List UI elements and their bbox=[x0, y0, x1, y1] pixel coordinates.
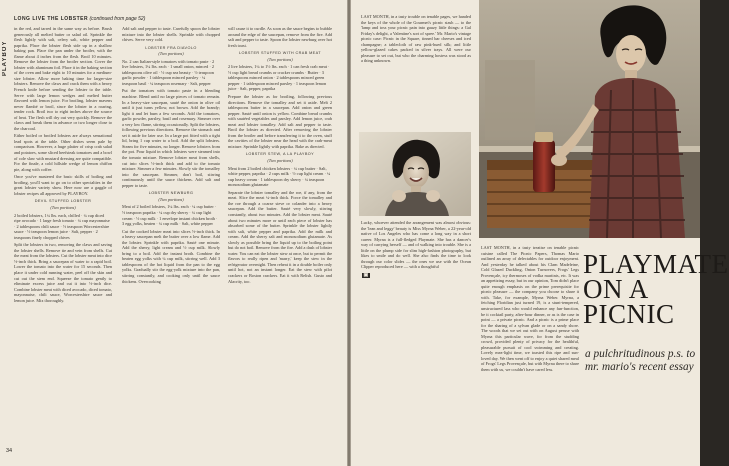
article-header-title: LONG LIVE THE LOBSTER bbox=[14, 16, 89, 22]
paragraph: Cut the cooked lobster meat into slices ½-inch thick. In a heavy saucepan melt the butter over a low flame. Add the lobster. Sprinkle with paprika. Sauté one minute. Add the sherry, light cream and ½ cup milk. Slowly bring to a boil. Add the instant broth. Combine the beaten egg yolks with ¼ cup milk, stirring well. Add 3 tablespoons of the hot liquid from the pan to the egg yolks. Gradually stir the egg-yolk mixture into the pan, stirring constantly, and cooking only until the sauce thickens. Overcooking bbox=[122, 228, 220, 284]
paragraph: in the red, and tarred in the same way as before. Brush generously all melted butter or salad oil. Sprinkle the flesh lightly with salt, celery salt, white pepper and paprika. Place the lobster flesh side up in a shallow baking pan. Place the pan under the broiler, with the flame about 4 inches from the flesh. Broil 10 minutes. Remove the lobster from the broiler section. Cover the lobster with aluminum foil. Place it in the baking section of the oven and bake eight to 10 minutes for a medium-size lobster. Allow more baking time for larger-size lobsters. Remove the claws and crack them with a heavy French knife before sending the lobster to the table. Serve with large lemon wedges and melted butter flavored with lemon juice. For broiling, lobster mavens never flambé or broil, since the lobster in a roaring, tender rock. Broil two to eight inches above the source of heat. The flesh will dry out very quickly. Remove the claws and break them in advance or two longer close to the charcoal. bbox=[14, 26, 112, 131]
page-number: 34 bbox=[6, 448, 13, 454]
right-column-1-top bbox=[361, 14, 471, 129]
paragraph: Separate the lobster tomalley and the roe, if any, from the meat. Slice the meat ¼-inch thick. Force the tomalley and the roe through a coarse sieve or colander into a heavy saucepan. Add the butter. Sauté very slowly, stirring constantly, about two minutes. Add the lobster meat. Sauté about two minutes more or until each piece of lobster has absorbed some of the butter. Sprinkle the lobster lightly with salt, white pepper and paprika. Add the milk and cream. Add the sherry salt and monosodium glutamate. As slowly as possible bring the liquid up to the boiling point but do not boil. Remove from the fire. Add a dash of lobster water. You can eat the lobster stew at once, but to permit the flavors to really ripen and 'marry,' keep the stew in the refrigerator overnight. Then reheat it in a double boiler only until hot, not an instant longer. Eat the stew with pilot crackers or Boston crackers. Eat it with Relish. Gusto and Alacrity, too. bbox=[228, 189, 332, 284]
recipe-servings: (Two portions) bbox=[158, 196, 184, 202]
recipe-servings: (Two portions) bbox=[50, 204, 76, 210]
article-header bbox=[14, 16, 334, 26]
paragraph: Once you've mastered the basic skills of boiling and broiling, you'll want to go on to other specialties in the great lobster variety show. Here now are a gaggle of lobster recipes all approved by PLAYBOY. bbox=[14, 174, 112, 196]
left-column-1 bbox=[14, 26, 112, 442]
left-page bbox=[0, 0, 347, 466]
recipe-servings: (Two portions) bbox=[267, 158, 293, 164]
left-column-3 bbox=[228, 26, 332, 442]
recipe-title: LOBSTER FRA DIAVOLO bbox=[145, 45, 197, 50]
paragraph: Add salt and pepper to taste. Carefully spoon the lobster mixture into the lobster shells. Sprinkle with chopped chives. Serve very cold. bbox=[122, 26, 220, 43]
recipe-servings: (Two portions) bbox=[267, 56, 293, 62]
headline-line-1: PLAYMATE bbox=[583, 249, 729, 279]
paragraph: Lucky, whoever attended the arrangement was almost obvious: the 'lean and leggy' beauty is Miss Myrna Weber, a 22-year-old native of Los Angeles who has come a long way in a short career. Myrna is a full-fledged Playmate. She has a dancer's way of carrying herself — and of walking into trouble. She is a little on the plump side for slim high-fashion photography, but likes to smile and do well. She also finds the time to look through our color slides — the ones we use with the Ocean Clipper reproduced here — with a thoughtful bbox=[361, 220, 471, 270]
picnic-photo-graphic bbox=[479, 0, 700, 238]
paragraph: will cause it to curdle. As soon as the sauce begins to bubble around the edge of the saucepan, remove from the fire. Add salt and pepper to taste. Spoon the lobster newburg over hot fresh toast. bbox=[228, 26, 332, 48]
paragraph: Put the tomatoes with tomato paste in a blending machine. Blend until no large pieces of tomato remain. In a heavy-size saucepan, sauté the onion in olive oil until it just turns yellow, not brown. Add the brandy; light it and let burn a few seconds. Add the tomatoes, garlic powder, parsley, basil and rosemary. Simmer over a very low flame, stirring occasionally. Split the lobsters, following previous directions. Remove the stomach and set it aside for later use. In a large pot fitted with a tight lid, bring 1 cup water to a boil. Add the split lobsters. Steam for five minutes, no longer. Remove lobsters from the pot. Pour liquid in which lobsters were steamed into the tomato mixture. Remove lobster meat from shells, cut into slices ½-inch thick and add to the tomato mixture. Simmer a few minutes. Slowly stir the tomalley into the saucepan. Simmer, don't boil, stirring continuously until the sauce thickens. Add salt and pepper to taste. bbox=[122, 88, 220, 188]
recipe-ingredients: Meat from 2 boiled chicken lobsters · ¼ cup butter · Salt, white pepper, paprika · 2 cups milk · ½ cup light cream · ¼ cup heavy cream · 1 tablespoon dry sherry · ¼ teaspoon monosodium glutamate bbox=[228, 165, 331, 188]
headline-line-2: ON A bbox=[583, 274, 649, 304]
right-page bbox=[351, 0, 729, 466]
right-column-2 bbox=[481, 245, 579, 455]
headline-line-3: PICNIC bbox=[583, 299, 675, 329]
recipe-ingredients: Meat of 2 boiled lobsters, 1¼ lbs. each · ¼ cup butter · ½ teaspoon paprika · ¼ cup dry sherry · ¼ cup light cream · ½ cup milk · 1 envelope instant chicken broth · 3 egg yolks, beaten · ¼ cup milk · Salt, white pepper bbox=[122, 204, 218, 227]
section-end-mark: ▣ bbox=[363, 271, 369, 278]
picnic-photo bbox=[479, 0, 700, 238]
article-deck: a pulchritudinous p.s. to mr. mario's recent essay bbox=[585, 348, 696, 373]
recipe-ingredients: No. 2 can Italian-style tomatoes with tomato paste · 2 live lobsters, 1¼ lbs. each · 1 small onion, minced · 2 tablespoons olive oil · ½ cup sea beauty · ½ teaspoon garlic powder · 1 tablespoon minced parsley · ¼ teaspoon basil · ¼ teaspoon rosemary · Salt, pepper bbox=[122, 58, 215, 86]
paragraph: Split the lobsters in two, removing the claws and saving the lobster shells. Remove tie and vein from shells. Cut the meat from the lobsters. Cut the lobster meat into dice ½-inch thick. Bring a saucepan of water to a rapid boil. Lower the tomato into the water for 15 seconds. Then place it under cold running water, peel off the skin and cut out the stem end. Squeeze the tomato gently to eliminate excess juice and cut it into ½-inch dice. Combine lobster meat with diced avocado, diced tomato, mayonnaise, chili sauce, Worcestershire sauce and lemon juice. Mix thoroughly. bbox=[14, 242, 112, 303]
recipe-title: DEVIL STUFFED LOBSTER bbox=[34, 199, 92, 204]
paragraph: Prepare the lobster as for broiling, following previous directions. Remove the tomalley and set it aside. Melt 2 tablespoons butter in a saucepan. Add onion and green pepper. Sauté until onion is yellow. Combine bread crumbs with sautéed vegetables and parsley. Add lemon juice, crab meat and lobster tomalley. Add salt and pepper to taste. Broil the lobster as directed. After removing the lobster from the broiler and before transferring it to the oven, stuff the cavities of the lobster near the head with the crab-meat mixture. Sprinkle lightly with paprika. Bake as directed. bbox=[228, 94, 332, 149]
right-column-1-bottom bbox=[361, 220, 471, 450]
paragraph: LAST MONTH, in a tasty treatise on tenable picnic cuisine called The Picnic Papers, Thomas Mario outlined an array of delectables for outdoor enjoyment. And yesterday he talked about his Clam Madeleine, Cold Glazed Duckling, Onion Turnovers, Frogs' Legs Provençale, icy thermoses of vodka martinis, etc. It was an appetizing essay, but in our opinion, Tom didn't place quite enough emphasis on the prime prerequisite for picnic pleasure — the company you choose to share it with. Take, for example, Myrna Weber. Myrna, a fetching Floridian just turned 19, is a stunt-tempered, unstructured lass who would enhance any fun-function, be it cocktail party, after-hour dinner, or as is the case in point — a private picnic. And a picnic is a prime place for the sharing of a sylvan glade or on a sandy shore. The woods that we set out with on August peruse with Myrna this particular wave, for from the studding crowd, provided plenty of privacy for the healthful, pleasurable pursuit of cool swimming and creating. Lovely mea-light time, we toasted this ripe and sun-loved day. We then went off to enjoy a quiet shared meal of Frogs' Legs Provençale, but with Myrna there to share them with us, we couldn't have cared less. bbox=[481, 245, 579, 373]
article-headline bbox=[583, 249, 729, 329]
paragraph: LAST MONTH, in a tasty trouble on tenable pages, we handed the keys of the whole of the Gourmet's picnic stash — to the 'lamp and toss your picnic pain into gauzy little things: a Gal Friday's delight, a Valentine's sort of spree.' Mr. Mario's vintage picnic case: Picnic in the Square, tinned bar cheeses and iced champagne; a tablecloth of raw pink-hued silk; and little yellow-glazed cakes packed in silver trays. All were our pleasure to set out, but who the charming hostess was stood as a thing unknown. bbox=[361, 14, 471, 64]
recipe-title: LOBSTER NEWBURG bbox=[148, 191, 194, 196]
paragraph: Either boiled or broiled lobsters are always sensational lead spots at the table. Other dishes seem pale by comparison. However, a huge platter of crisp crab salad and potatoes, some sliced beefsteak tomatoes and a bowl of cole slaw with mustard dressing are quite compatible. For the finale, a cold hillside wedge of lemon chiffon pie, along with coffee. bbox=[14, 133, 112, 172]
recipe-ingredients: 2 boiled lobsters, 1¼ lbs. each, chilled · ¼ cup diced ripe avocado · 1 large fresh tomato · ¼ cup mayonnaise · 2 tablespoons chili sauce · ½ teaspoon Worcestershire sauce · ½ teaspoon lemon juice · Salt, pepper · 2 teaspoons finely chopped chives bbox=[14, 212, 110, 240]
recipe-title: LOBSTER STEW, A LA PLAYBOY bbox=[245, 152, 315, 157]
portrait-photo bbox=[359, 132, 471, 216]
recipe-ingredients: 2 live lobsters, 1¼ to 1½ lbs. each · 1 can fresh crab meat · ½ cup light bread crumbs or cracker crumbs · Butter · 3 tablespoons minced onion · 2 tablespoons minced green pepper · 1 tablespoon minced parsley · 1 teaspoon lemon juice · Salt, pepper, paprika bbox=[228, 64, 330, 92]
portrait-photo-graphic bbox=[359, 132, 471, 216]
recipe-title: LOBSTER STUFFED WITH CRAB MEAT bbox=[239, 51, 321, 56]
recipe-servings: (Two portions) bbox=[158, 51, 184, 57]
left-column-2 bbox=[122, 26, 220, 442]
magazine-name: PLAYBOY bbox=[2, 40, 8, 76]
article-header-continued: (continued from page 52) bbox=[89, 16, 146, 22]
